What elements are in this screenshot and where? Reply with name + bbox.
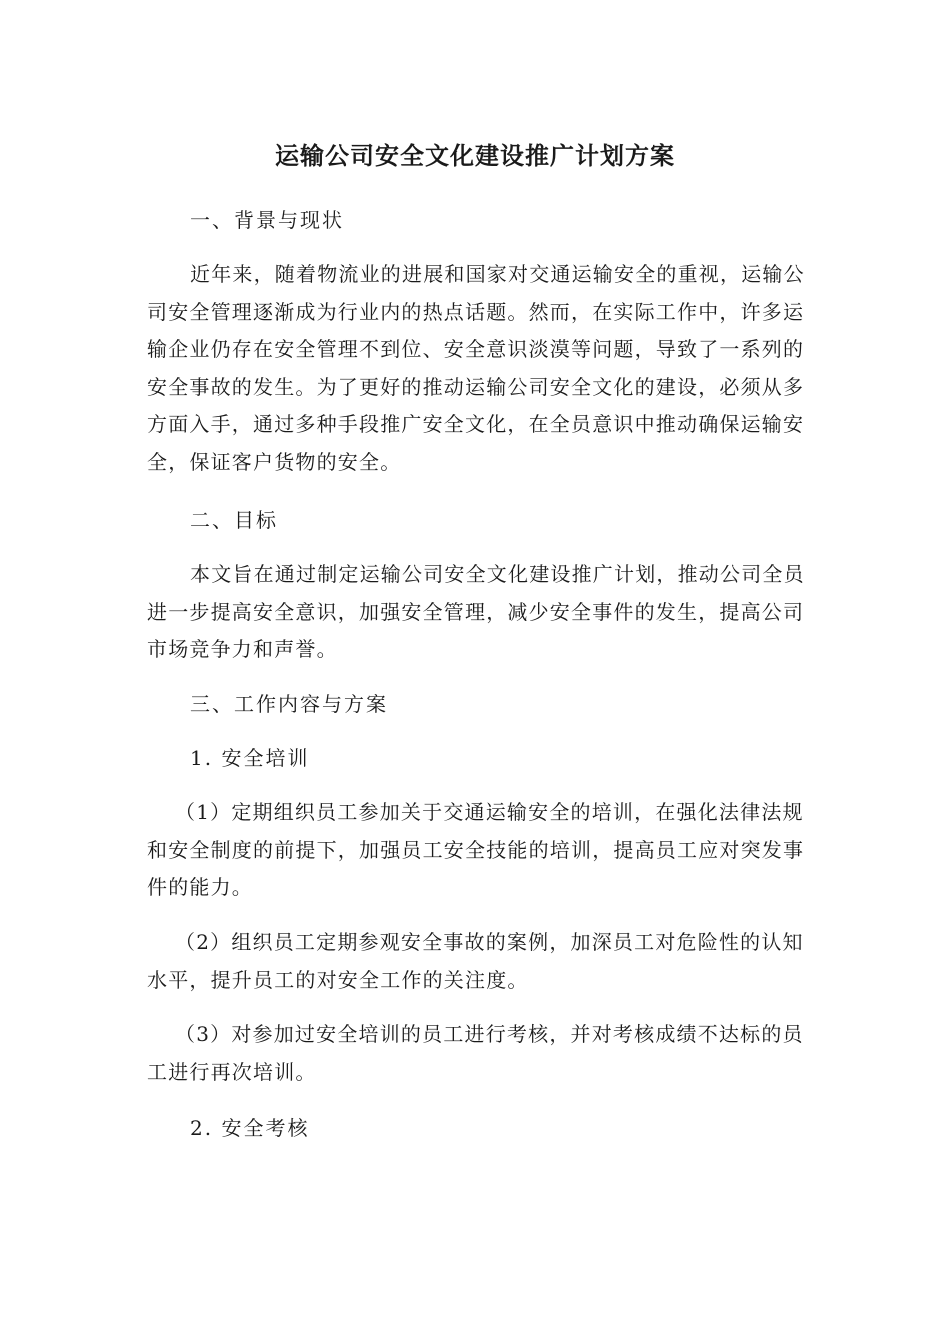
subsection-heading-safety-assessment: 2. 安全考核: [190, 1116, 310, 1140]
section-heading-goal: 二、目标: [190, 508, 278, 532]
section-heading-work-content: 三、工作内容与方案: [190, 692, 388, 716]
paragraph-goal: 本文旨在通过制定运输公司安全文化建设推广计划，推动公司全员进一步提高安全意识，加强安全管理，减少安全事件的发生，提高公司市场竞争力和声誉。: [147, 562, 805, 661]
list-item-training-2: （2）组织员工定期参观安全事故的案例，加深员工对危险性的认知水平，提升员工的对安全工作的关注度。: [147, 930, 804, 992]
paragraph-background: 近年来，随着物流业的进展和国家对交通运输安全的重视，运输公司安全管理逐渐成为行业内的热点话题。然而，在实际工作中，许多运输企业仍存在安全管理不到位、安全意识淡漠等问题，导致了一系列的安全事故的发生。为了更好的推动运输公司安全文化的建设，必须从多方面入手，通过多种手段推广安全文化，在全员意识中推动确保运输安全，保证客户货物的安全。: [147, 262, 805, 474]
list-item-training-1: （1）定期组织员工参加关于交通运输安全的培训，在强化法律法规和安全制度的前提下，加强员工安全技能的培训，提高员工应对突发事件的能力。: [147, 800, 805, 899]
list-item-training-3: （3）对参加过安全培训的员工进行考核，并对考核成绩不达标的员工进行再次培训。: [147, 1022, 804, 1084]
section-heading-background: 一、背景与现状: [190, 208, 344, 232]
subsection-heading-safety-training: 1. 安全培训: [190, 746, 310, 770]
document-title: 运输公司安全文化建设推广计划方案: [275, 142, 675, 170]
